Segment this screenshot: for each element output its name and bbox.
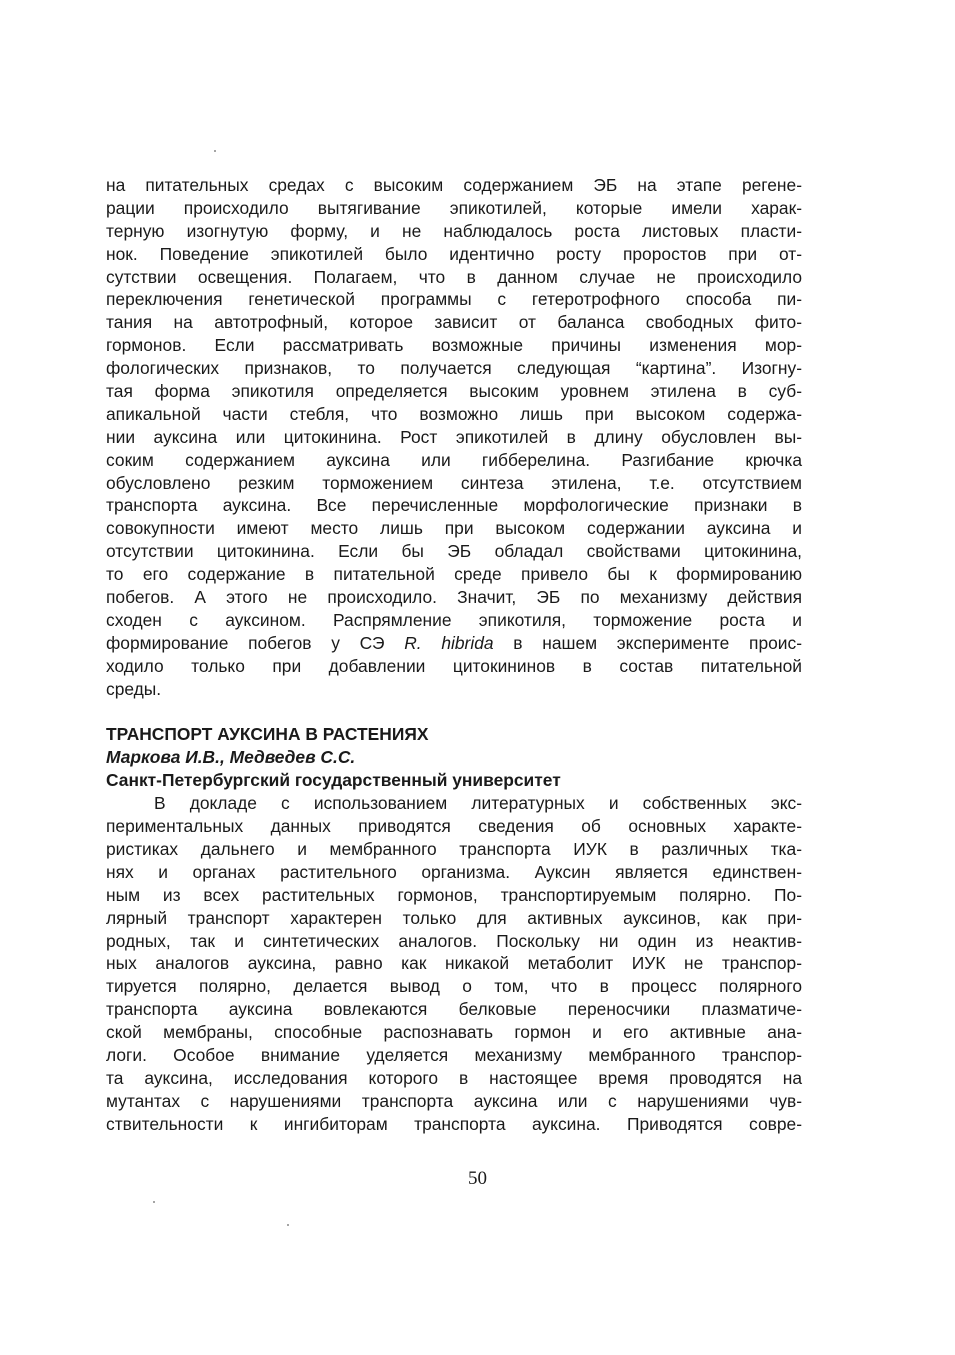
text-line: ходило только при добавлении цитокининов в состав питательной <box>106 655 802 676</box>
text-line: то его содержание в питательной среде привело бы к формированию <box>106 564 802 585</box>
text-line: ствительности к ингибиторам транспорта ауксина. Приводятся совре- <box>106 1113 802 1134</box>
scan-speck <box>153 1201 155 1203</box>
text-line: ской мембраны, способные распознавать гормон и его активные ана- <box>106 1022 802 1043</box>
text-line: мутантах с нарушениями транспорта ауксина или с нарушениями чув- <box>106 1090 802 1111</box>
text-line: логи. Особое внимание уделяется механизму мембранного транспор- <box>106 1044 802 1065</box>
text-line: родных, так и синтетических аналогов. Поскольку ни один из неактив- <box>106 930 802 951</box>
text-fragment: в нашем эксперименте проис- <box>493 632 803 653</box>
text-line: нии ауксина или цитокинина. Рост эпикотилей в длину обусловлен вы- <box>106 426 802 447</box>
text-line: ристиках дальнего и мембранного транспорта ИУК в различных тка- <box>106 838 802 859</box>
paragraph-continuation <box>106 174 802 700</box>
text-fragment: формирование побегов у СЭ <box>106 632 405 653</box>
text-line: переключения генетической программы с гетеротрофного способа пи- <box>106 289 802 310</box>
text-line: В докладе с использованием литературных и собственных экс- <box>154 793 802 814</box>
text-line: нях и органах растительного организма. Ауксин является единствен- <box>106 861 802 882</box>
text-line: среды. <box>106 678 162 699</box>
text-line: отсутствии цитокинина. Если бы ЭБ обладал свойствами цитокинина, <box>106 541 802 562</box>
section-title: ТРАНСПОРТ АУКСИНА В РАСТЕНИЯХ <box>106 724 429 745</box>
section-authors: Маркова И.В., Медведев С.С. <box>106 747 356 768</box>
text-line: обусловлено резким торможением синтеза этилена, т.е. отсутствием <box>106 472 802 493</box>
text-line: тая форма эпикотиля определяется высоким уровнем этилена в суб- <box>106 381 802 402</box>
text-line: побегов. А этого не происходило. Значит, ЭБ по механизму действия <box>106 587 802 608</box>
text-line: тания на автотрофный, которое зависит от баланса свободных фито- <box>106 312 802 333</box>
text-line: ным из всех растительных гормонов, транспортируемым полярно. По- <box>106 884 802 905</box>
text-line: совокупности имеют место лишь при высоком содержании ауксина и <box>106 518 802 539</box>
page-body <box>106 174 802 1136</box>
abstract-paragraph <box>106 792 802 1135</box>
text-line: нок. Поведение эпикотилей было идентично росту проростов при от- <box>106 243 802 264</box>
scan-speck <box>287 1224 289 1226</box>
section-spacer <box>106 700 802 723</box>
text-line: ных аналогов ауксина, равно как никакой метаболит ИУК не транспор- <box>106 953 802 974</box>
text-line: лярный транспорт характерен только для активных ауксинов, как при- <box>106 907 802 928</box>
text-line: на питательных средах с высоким содержанием ЭБ на этапе регене- <box>106 175 802 195</box>
text-line: гормонов. Если рассматривать возможные причины изменения мор- <box>106 335 802 356</box>
text-line: фологических признаков, то получается следующая “картина”. Изогну- <box>106 358 802 379</box>
page-number: 50 <box>468 1168 487 1189</box>
text-line: та ауксина, исследования которого в настоящее время проводятся на <box>106 1067 802 1088</box>
text-line: апикальной части стебля, что возможно лишь при высоком содержа- <box>106 403 802 424</box>
section-affiliation: Санкт-Петербургский государственный университет <box>106 770 561 791</box>
scan-speck <box>214 150 216 152</box>
text-line-species <box>106 632 802 655</box>
text-line: транспорта ауксина. Все перечисленные морфологические признаки в <box>106 495 802 516</box>
text-line: периментальных данных приводятся сведения об основных характе- <box>106 816 802 837</box>
text-line: терную изогнутую форму, и не наблюдалось роста листовых пласти- <box>106 220 802 241</box>
text-line: сходен с ауксином. Распрямление эпикотиля, торможение роста и <box>106 609 802 630</box>
text-line: рации происходило вытягивание эпикотилей, которые имели харак- <box>106 197 802 218</box>
text-line: тируется полярно, делается вывод о том, что в процесс полярного <box>106 976 802 997</box>
text-line: транспорта ауксина вовлекаются белковые переносчики плазматиче- <box>106 999 802 1020</box>
text-line: соким содержанием ауксина или гибберелина. Разгибание крючка <box>106 449 802 470</box>
text-line: сутствии освещения. Полагаем, что в данном случае не происходило <box>106 266 802 287</box>
species-name-italic: R. hibrida <box>404 632 494 653</box>
